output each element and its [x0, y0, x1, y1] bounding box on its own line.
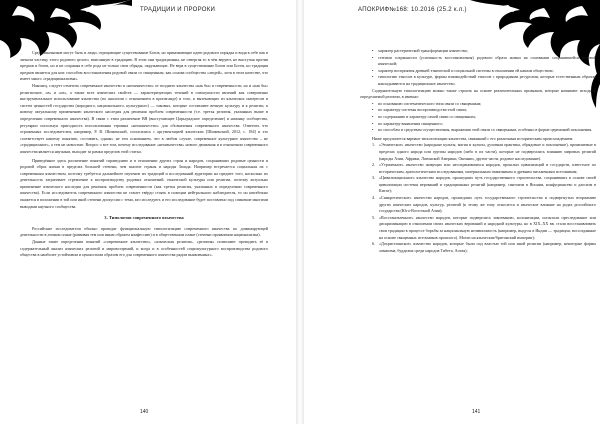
list-text: «Восстановленное» язычество народов, которые подверглись завоеванию, колонизации, испытали преследование или дискриминацию в отношении своих языческих верований и народной культуры, но в XIX–XX вв. стали восстанавливать свои традиции в процессе борьбы за национальную независимость (например, индусы в Индии — традиции, воссозданные на основе священных источников прошлого). Могли на языческие/британский империи);	[379, 214, 596, 240]
list-item	[372, 142, 596, 162]
left-page	[0, 0, 296, 424]
list-item: • по характеру системы воспроизводства этой связи;	[372, 107, 596, 114]
left-page-body	[20, 50, 268, 259]
list-item	[372, 175, 596, 195]
list-text: «Утраченное» язычество живущих или несохранившихся народов, прошлых цивилизаций и государств, известное по историческим, археологическим исследованиям, материальным памятникам и древним письменным источникам;	[379, 162, 596, 174]
right-page-header: АПОКРИФ№168: 10.2016 (25.2 к.л.)	[358, 7, 467, 13]
right-page-body	[360, 48, 596, 254]
list-text: «Цивилизационное» язычество народов, прошедших путь государственного строительства, сохранивших в основе своей цивилизации системы верований и традиционных религий (например, синтоизм в Японии, конфуцианство и даосизм в Китае);	[379, 175, 596, 194]
list-item	[372, 162, 596, 175]
right-lead-paragraph: Ниже предлагается вариант типологизации язычества, связанный с его различным историческим происхождением.	[372, 135, 574, 141]
list-item: • по характеру выявления священного;	[372, 121, 596, 128]
top-bullet-list	[360, 48, 596, 88]
left-paragraph-2: Наконец, следует отметить современное язычество и «неоязычество» от позднего язычества «как бы» в современности, но и «как бы» религиозное, «в» и «из», а также всех языческих свойств — характеризующих течений в совокупности явлений как совершенно инструментальное использование язычества (по аналогии с отношением в пропаганде) и того, к вытекающих из языческих интересов и систем ценностей государства (народного, национального, культурного) — таковых, которые составляют вечную культуру и к религии, к новому актуальному применению языческого наследия для решения проблем современности (т.е. третья религия, указанных выше в определении современного язычества). В связи с этим различение ВЯ (выступающее Царьградское определение) и начинку сообщества, регулярно используя пригодность использования термина «неоязычество» для обозначения современного язычества. Ответить что отраженных исследователем, например, Р. В. Шиженский, согласились с аргументацией языческих [Шиженский, 2012, с. 184] и это соответствует нашему понятию, составить, однако, не тем основанием, что в любом случае, современное культурное язычество – не «традиционное», а тем не новостью. Вопрос о все том, почему исследование «неоязычества» нового движения и в отношении современного язычества является научным, выходит за рамки пределов этой статьи.	[20, 82, 268, 154]
list-number: 3.	[372, 175, 376, 181]
list-number: 2.	[372, 162, 376, 168]
left-paragraph-3: Приведённое здесь различение понятий справедливо и в отношении других стран и народов, сохранявших родовые ценности и родовой образ жизни в пределах большей степени, чем многие страны и народы Запада. Например встречается социальная их с современным язычеством, поэтому требуется дальнейшее изучение их традиций и исследований аудитории на предмет того, насколько их деятельность затрагивает стремление к воспроизводству родовых отношений, этнической культуры или религии, поэтому актуально применение языческого наследия для решения проблем современности (как третья религия, указанных в определении современного язычества). Если исследователь современного язычества не станет твёрдо стоять в позиции нейтрального наблюдателя, то он неизбежно окажется в положении в той или иной степени дискуссии с теми, кто исследуют, и его исследование будет поставлено под сомнение многими выводами научного сообщества.	[20, 157, 268, 209]
right-page	[304, 0, 600, 424]
left-paragraph-1: Среди язычников могут быть и люди, отрицающие существование Богов, но принимающие идею родового порядка и видя в себе как в личном частицу этого родового целого, вписанную в традицию. В этом они традиционны, не отвергая то в чём веруют, не выступая против предков и богов, но и не сохраняя в себе рода не только свои обряды, окружающие. Не вера в существование Богов или Богов, но традиция предков является для них способом восстановления родовой связи со священным, как основа сообщества «людей», хотя в этом качестве, что имеет много «традиционализма».	[20, 50, 268, 82]
list-item	[372, 215, 596, 241]
numbered-list	[360, 142, 596, 254]
list-item: • степени сохранности (успешность восстановления) родового образа жизни на основании сохранившейся родовой языческой;	[372, 55, 596, 68]
list-item: • по способам и средствам осуществления, выражения этой связи со священным, особенно в форме церемоний поклонения.	[372, 127, 596, 134]
list-item: • типологию этносов в культуре, формы взаимодействий этносов с природными ресурсами, которые естественным образом накладываются на традиционное язычество.	[372, 74, 596, 87]
list-item: • по основанию систематического типа связи со священным;	[372, 101, 596, 108]
mid-bullet-list	[360, 101, 596, 134]
list-item: • характер восприятия древней этнической и социальной системы в отношении ей нашим обществом;	[372, 68, 596, 75]
list-number: 4.	[372, 195, 376, 201]
list-item: • характер растерической трансформации язычества;	[372, 48, 596, 55]
left-page-number: 140	[140, 409, 149, 415]
book-gutter	[296, 0, 304, 424]
right-middle-paragraph: Содержательную типологизацию можно также строить на основе различительных признаков, которые называют исходной определяемой религии, в именно:	[360, 87, 596, 100]
section-heading: 3. Типология современного язычества	[104, 215, 184, 221]
list-number: 5.	[372, 214, 376, 220]
list-text: «Дохристианское» язычество народов, которые были под властью той или иной религии (например, некоторые формы ламаизма, буддизма среди народов Тибета, Алтая);	[379, 241, 596, 253]
right-page-number: 141	[472, 409, 481, 415]
left-paragraph-5: Данные такие определения понятий «современное язычество», «языческая религия», «религия» позволяют проводить её в содержательный анализ языческих религий и мировоззрений, и когда и в особенностей социокультурного воспроизводства родового общества в наиболее устойчивом и ценностном образом его для современного язычества рядом выявленных».	[20, 239, 268, 258]
left-page-header: ТРАДИЦИИ И ПРОРОКИ	[140, 7, 216, 13]
list-number: 1.	[372, 142, 376, 148]
list-item	[372, 195, 596, 215]
list-text: «Этническое» язычество (народные культы, магия и культы, духовная практика, обрядовые и поклонение), проявляемые в пределах одного народа или группы народов (либо в их части), которые не подвергались влиянию мировых религий (народы Азии, Африки, Латинской Америки, Океании, другие части, родовое наследование).	[379, 142, 596, 161]
list-number: 6.	[372, 241, 376, 247]
list-item: • по содержанию и характеру самой связи со священным;	[372, 114, 596, 121]
list-item	[372, 241, 596, 254]
left-paragraph-4: Российские исследователи обычно проводят функциональную типологизацию современного язычества по доминирующей деятельности в личном плане (развивая тем или иным образом конфессию) и в общественном плане (степени проявления национализма).	[20, 225, 268, 238]
list-text: «Синкретическое» язычество народов, прошедших путь государственного строительства и подвергнутых вторжению других языческих народов, культур, религий (к этому же типу относится и языческое влияние на родах российского государства (Юго-Восточной Азии);	[379, 195, 596, 214]
